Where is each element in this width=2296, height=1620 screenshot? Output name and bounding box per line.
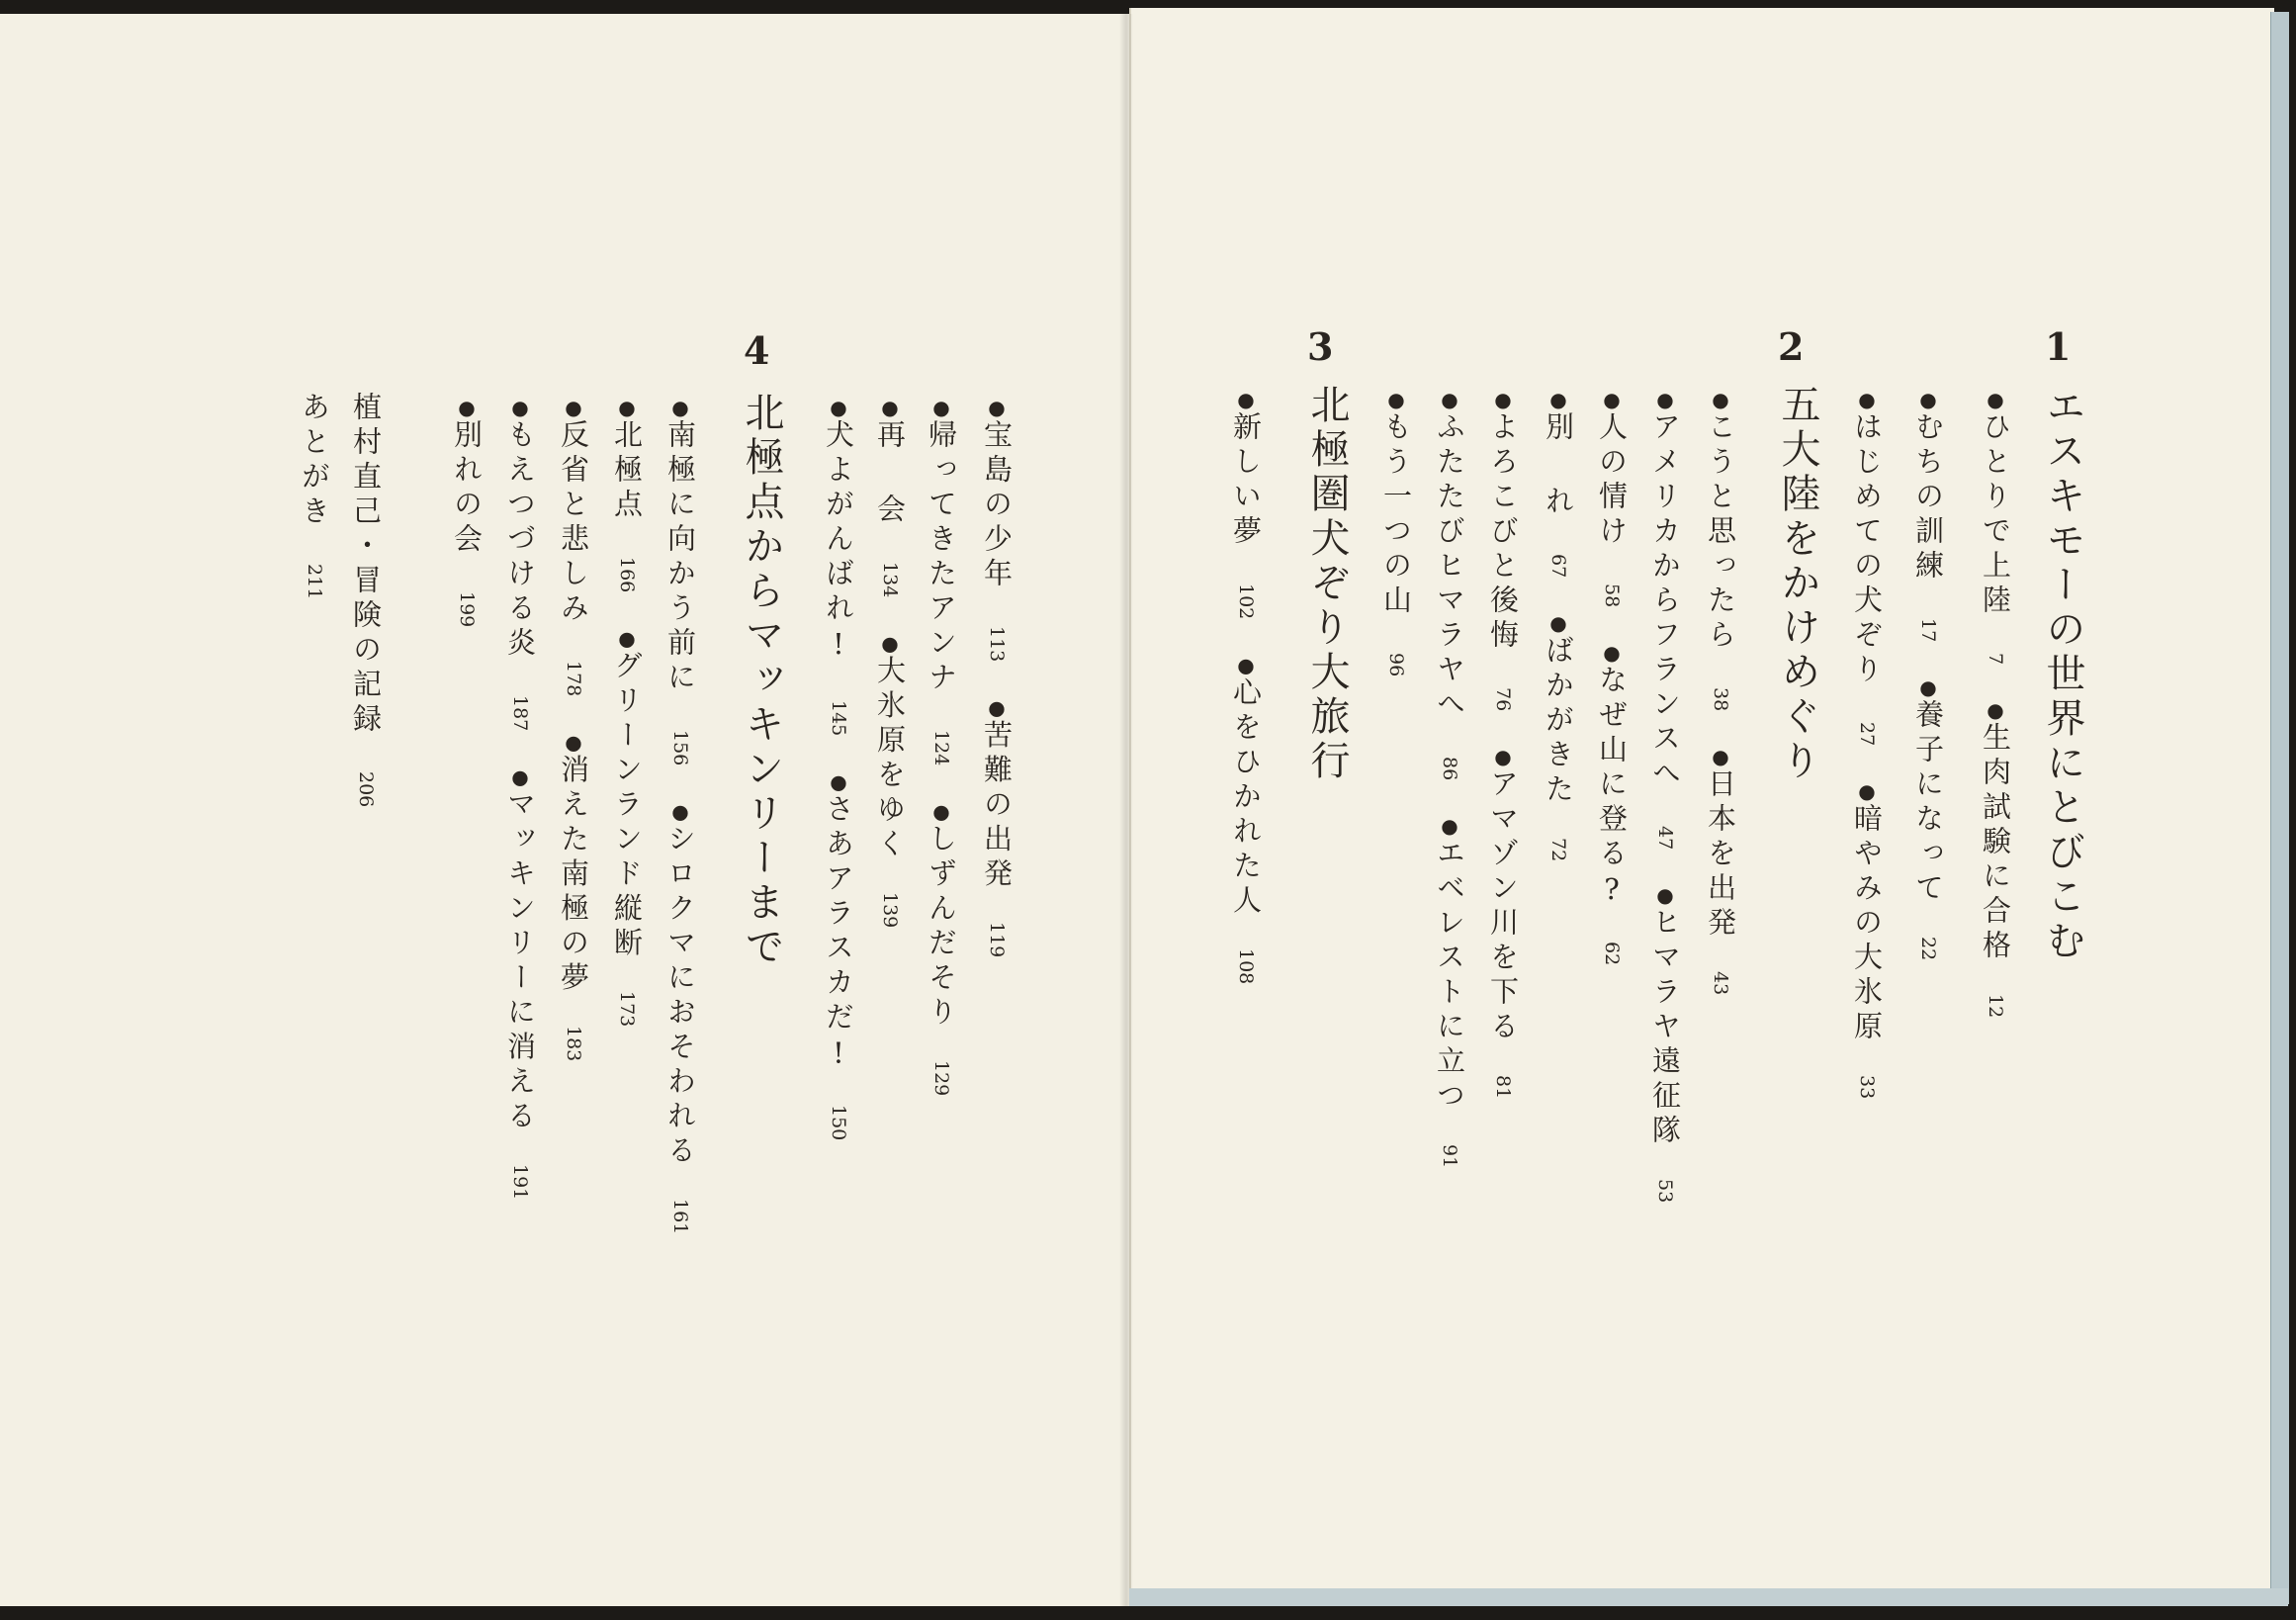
- page-number: 156: [669, 730, 691, 766]
- page-number: 187: [509, 695, 531, 732]
- cover-board-bottom: [1129, 1588, 2288, 1606]
- toc-entry[interactable]: アメリカからフランスへ: [1648, 411, 1682, 792]
- part-title: エスキモーの世界にとびこむ: [2040, 386, 2085, 964]
- toc-entry[interactable]: 反省と悲しみ: [557, 419, 590, 627]
- page-number: 139: [879, 892, 901, 929]
- toc-entry[interactable]: 日本を出発: [1704, 768, 1737, 943]
- bullet-icon: ●: [878, 631, 902, 656]
- toc-column: [1430, 388, 1470, 1168]
- bullet-icon: ●: [1234, 388, 1258, 411]
- page-number: 96: [1385, 653, 1407, 677]
- part-number: 3: [1307, 324, 1334, 369]
- page-number: 7: [1985, 653, 2006, 666]
- toc-column: [1908, 388, 1949, 960]
- toc-column: [1592, 388, 1633, 965]
- bullet-icon: ●: [615, 626, 639, 651]
- toc-entry[interactable]: 心をひかれた人: [1229, 676, 1263, 920]
- toc-entry[interactable]: エベレストに立つ: [1433, 838, 1466, 1116]
- part-title: 北極圏犬ぞり大旅行: [1304, 384, 1350, 784]
- bullet-icon: ●: [1491, 745, 1515, 769]
- bullet-icon: ●: [878, 396, 902, 419]
- toc-entry[interactable]: もえつづける炎: [503, 419, 537, 662]
- toc-entry[interactable]: 北極点: [610, 419, 644, 523]
- toc-entry[interactable]: 宝島の少年: [980, 419, 1014, 592]
- toc-entry[interactable]: はじめての犬ぞり: [1850, 411, 1884, 688]
- page-number: 81: [1492, 1075, 1514, 1100]
- toc-entry[interactable]: シロクマにおそわれる: [663, 823, 697, 1170]
- toc-entry[interactable]: しずんだそり: [925, 823, 958, 1032]
- page-number: 119: [986, 922, 1008, 958]
- toc-entry[interactable]: 大氷原をゆく: [873, 655, 907, 863]
- bullet-icon: ●: [1855, 779, 1879, 804]
- toc-column: [1539, 388, 1579, 861]
- toc-entry[interactable]: 生肉試験に合格: [1979, 722, 2012, 965]
- bullet-icon: ●: [1600, 641, 1624, 666]
- page-number: 91: [1439, 1144, 1460, 1169]
- toc-entry[interactable]: 南極に向かう前に: [663, 419, 697, 696]
- bullet-icon: ●: [1438, 814, 1461, 839]
- toc-entry[interactable]: よろこびと後悔: [1486, 411, 1520, 654]
- page-number: 76: [1492, 687, 1514, 712]
- bullet-icon: ●: [1709, 388, 1732, 411]
- toc-column: [554, 396, 594, 1062]
- toc-column: [1976, 388, 2016, 1018]
- page-number: 161: [669, 1199, 691, 1235]
- page-number: 12: [1985, 994, 2006, 1019]
- bullet-icon: ●: [1546, 388, 1570, 411]
- bullet-icon: ●: [508, 765, 532, 789]
- bullet-icon: ●: [985, 396, 1009, 419]
- part-number: 4: [744, 328, 770, 373]
- bullet-icon: ●: [1491, 388, 1515, 411]
- bullet-icon: ●: [1384, 388, 1408, 411]
- toc-entry[interactable]: 帰ってきたアンナ: [925, 419, 958, 696]
- page-number: 134: [879, 562, 901, 598]
- bullet-icon: ●: [929, 396, 953, 419]
- page-number: 183: [563, 1026, 584, 1062]
- part-number: 2: [1778, 324, 1805, 369]
- cover-board-edge: [2270, 12, 2289, 1604]
- page-number: 72: [1547, 838, 1569, 862]
- toc-column: [1226, 388, 1267, 985]
- toc-entry[interactable]: あとがき: [298, 392, 331, 530]
- bullet-icon: ●: [1438, 388, 1461, 411]
- bullet-icon: ●: [929, 799, 953, 824]
- toc-entry[interactable]: こうと思ったら: [1704, 411, 1737, 654]
- page-number: 27: [1856, 722, 1878, 747]
- toc-entry[interactable]: さあアラスカだ!: [822, 793, 855, 1076]
- toc-column: [1645, 388, 1686, 1203]
- page-number: 53: [1654, 1179, 1676, 1204]
- bullet-icon: ●: [827, 396, 850, 419]
- page-number: 58: [1601, 584, 1623, 608]
- bullet-icon: ●: [455, 396, 479, 419]
- page-number: 211: [304, 564, 325, 600]
- page-number: 102: [1235, 584, 1257, 620]
- toc-entry[interactable]: 人の情け: [1595, 411, 1629, 550]
- page-number: 199: [456, 591, 478, 628]
- bullet-icon: ●: [1855, 388, 1879, 411]
- bullet-icon: ●: [562, 730, 585, 755]
- page-number: 33: [1856, 1075, 1878, 1100]
- toc-column: [870, 396, 911, 929]
- toc-entry[interactable]: 新しい夢: [1229, 411, 1263, 550]
- bullet-icon: ●: [508, 396, 532, 419]
- bullet-icon: ●: [562, 396, 585, 419]
- bullet-icon: ●: [1546, 611, 1570, 636]
- toc-column: [819, 396, 859, 1141]
- toc-column: [1483, 388, 1524, 1099]
- toc-entry[interactable]: 別 れ: [1542, 411, 1575, 520]
- bullet-icon: ●: [827, 769, 850, 794]
- toc-entry[interactable]: 植村直己・冒険の記録: [349, 392, 383, 738]
- toc-entry[interactable]: 暗やみの大氷原: [1850, 803, 1884, 1046]
- page-number: 206: [355, 771, 377, 808]
- page-number: 145: [828, 700, 849, 737]
- toc-column: [977, 396, 1017, 958]
- toc-column: [447, 396, 487, 627]
- part-number: 1: [2045, 324, 2072, 369]
- bullet-icon: ●: [615, 396, 639, 419]
- page-number: 173: [616, 991, 638, 1028]
- toc-column: [295, 392, 335, 599]
- toc-entry[interactable]: 犬よがんばれ!: [822, 419, 855, 667]
- page-number: 124: [930, 730, 952, 766]
- bullet-icon: ●: [1653, 883, 1677, 908]
- page-number: 22: [1917, 937, 1939, 961]
- toc-entry[interactable]: もう一つの山: [1379, 411, 1413, 619]
- toc-column: [922, 396, 962, 1097]
- page-number: 129: [930, 1060, 952, 1097]
- page-number: 43: [1710, 971, 1731, 996]
- bullet-icon: ●: [1984, 388, 2007, 411]
- book-gutter: [1119, 14, 1133, 1606]
- toc-column: [607, 396, 648, 1028]
- toc-column: [1376, 388, 1417, 676]
- toc-column: [500, 396, 541, 1201]
- page-number: 113: [986, 626, 1008, 663]
- bullet-icon: ●: [1653, 388, 1677, 411]
- toc-entry[interactable]: アマゾン川を下る: [1486, 768, 1520, 1046]
- toc-entry[interactable]: 再 会: [873, 419, 907, 528]
- toc-column: [661, 396, 701, 1235]
- toc-entry[interactable]: 消えた南極の夢: [557, 754, 590, 997]
- toc-entry[interactable]: 苦難の出発: [980, 719, 1014, 893]
- toc-entry[interactable]: ふたたびヒマラヤへ: [1433, 411, 1466, 723]
- page-number: 47: [1654, 826, 1676, 851]
- bullet-icon: ●: [1234, 653, 1258, 677]
- bullet-icon: ●: [1709, 745, 1732, 769]
- toc-column: [1847, 388, 1888, 1099]
- toc-column: [1701, 388, 1741, 995]
- toc-entry[interactable]: マッキンリーに消える: [503, 788, 537, 1135]
- bullet-icon: ●: [1600, 388, 1624, 411]
- page-number: 108: [1235, 948, 1257, 985]
- part-title: 北極点からマッキンリーまで: [739, 392, 784, 970]
- page-number: 86: [1439, 757, 1460, 781]
- toc-entry[interactable]: なぜ山に登る?: [1595, 665, 1629, 913]
- bullet-icon: ●: [985, 695, 1009, 720]
- toc-entry[interactable]: ばかがきた: [1542, 635, 1575, 809]
- bullet-icon: ●: [1916, 388, 1940, 411]
- page-number: 178: [563, 661, 584, 697]
- bullet-icon: ●: [1916, 675, 1940, 700]
- toc-entry[interactable]: グリーンランド縦断: [610, 650, 644, 962]
- page-number: 17: [1917, 618, 1939, 643]
- toc-entry[interactable]: 別れの会: [450, 419, 484, 558]
- toc-entry[interactable]: ひとりで上陸: [1979, 411, 2012, 619]
- page-number: 67: [1547, 554, 1569, 579]
- bullet-icon: ●: [1984, 698, 2007, 723]
- page-number: 150: [828, 1105, 849, 1141]
- toc-entry[interactable]: ヒマラヤ遠征隊: [1648, 907, 1682, 1150]
- toc-entry[interactable]: むちの訓練: [1911, 411, 1945, 585]
- page-number: 191: [509, 1164, 531, 1201]
- bullet-icon: ●: [668, 396, 692, 419]
- toc-entry[interactable]: 養子になって: [1911, 699, 1945, 908]
- page-number: 166: [616, 557, 638, 593]
- toc-column: [346, 392, 387, 807]
- page-number: 38: [1710, 687, 1731, 712]
- bullet-icon: ●: [668, 799, 692, 824]
- part-title: 五大陸をかけめぐり: [1775, 384, 1820, 784]
- page-number: 62: [1601, 942, 1623, 966]
